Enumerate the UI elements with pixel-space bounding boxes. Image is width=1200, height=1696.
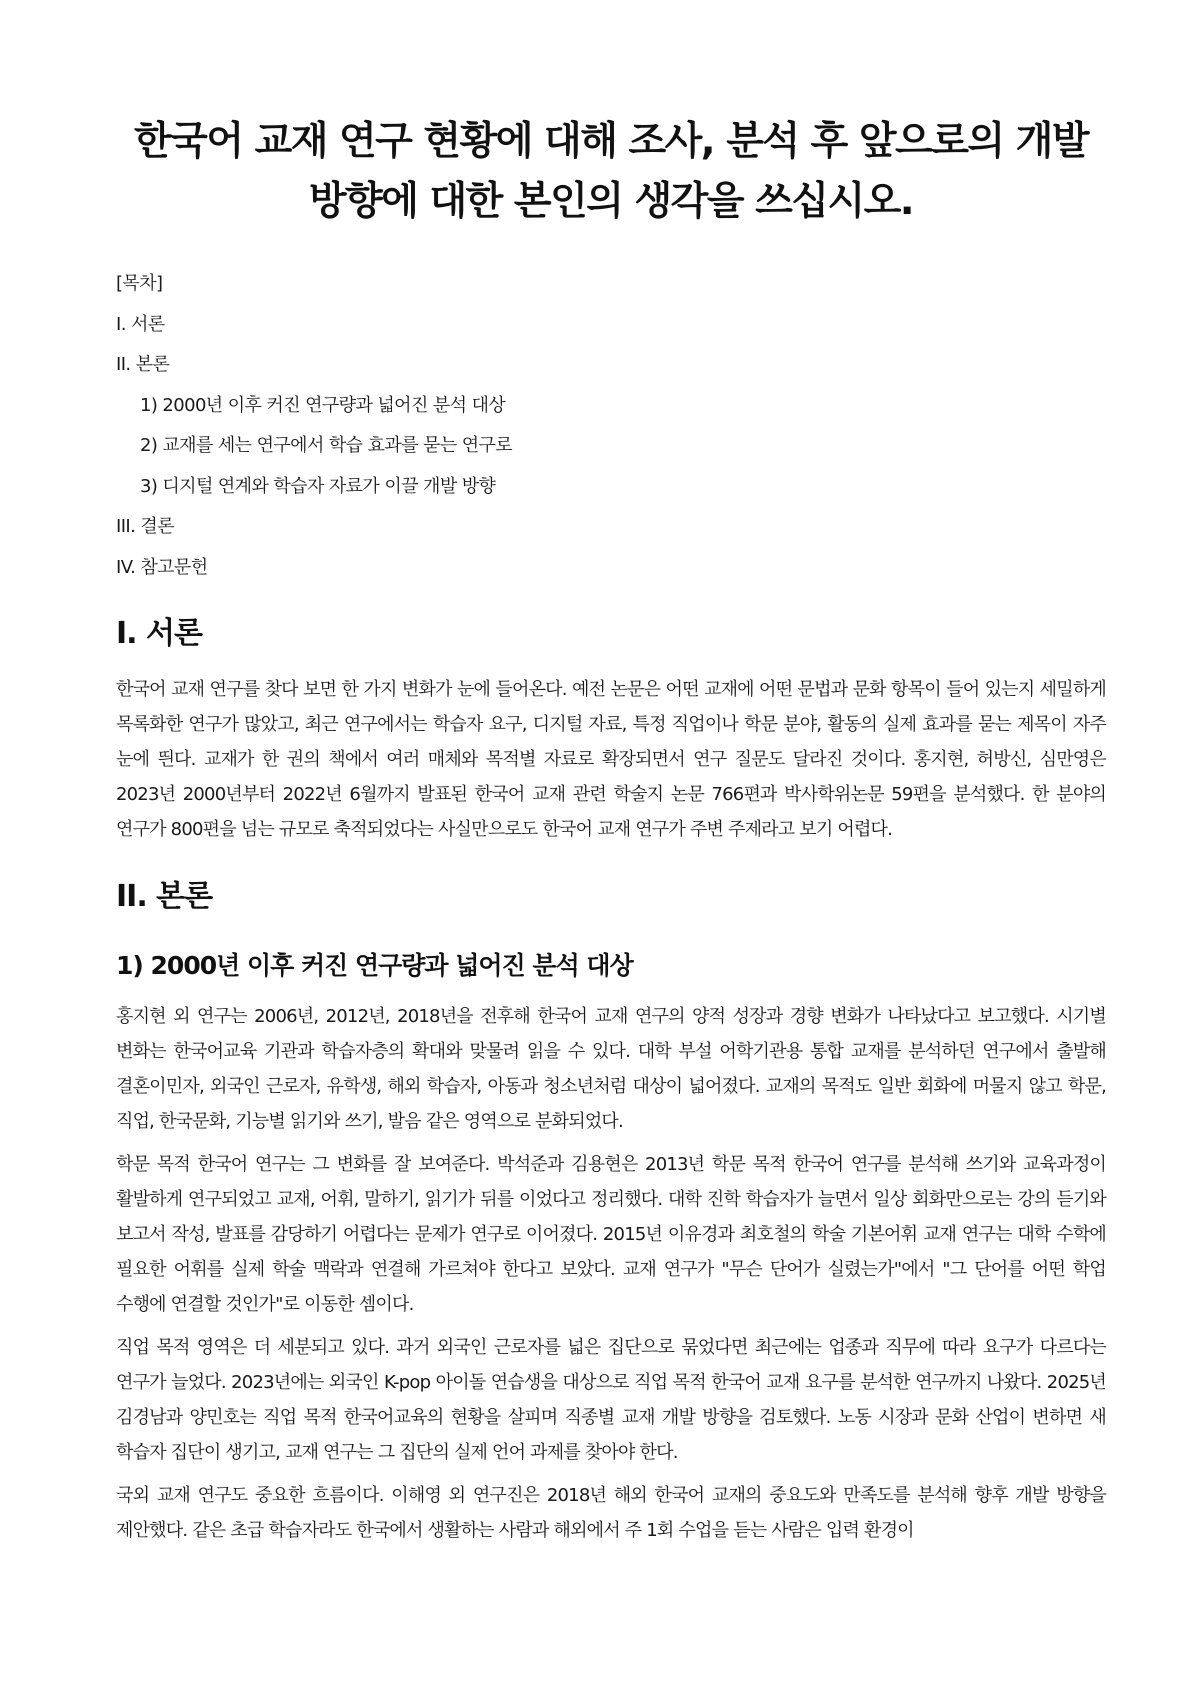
toc-item-conclusion: III. 결론 [116,516,174,537]
section-body-heading: II. 본론 [116,879,213,914]
document-title: 한국어 교재 연구 현황에 대해 조사, 분석 후 앞으로의 개발 방향에 대한 본인의 생각을 쓰십시오. [133,119,1089,224]
intro-paragraph: 한국어 교재 연구를 찾다 보면 한 가지 변화가 눈에 들어온다. 예전 논문은 어떤 교재에 어떤 문법과 문화 항목이 들어 있는지 세밀하게 목록화한 연구가 많았고, 최근 연구에서는 학습자 요구, 디지털 자료, 특정 직업이나 학문 분야, 활동의 실제 효과를 묻는 제목이 자주 눈에 띈다. 교재가 한 권의 책에서 여러 매체와 목적별 자료로 확장되면서 연구 질문도 달라진 것이다. 홍지현, 허방신, 심만영은 2023년 2000년부터 2022년 6월까지 발표된 한국어 교재 관련 학술지 논문 766편과 박사학위논문 59편을 분석했다. 한 분야의 연구가 800편을 넘는 규모로 축적되었다는 사실만으로도 한국어 교재 연구가 주변 주제라고 보기 어렵다. [116,679,1106,840]
body-paragraph-4: 국외 교재 연구도 중요한 흐름이다. 이해영 외 연구진은 2018년 해외 한국어 교재의 중요도와 만족도를 분석해 향후 개발 방향을 제안했다. 같은 초급 학습자라도 한국에서 생활하는 사람과 해외에서 주 1회 수업을 듣는 사람은 입력 환경이 [116,1485,1106,1541]
toc-subitem-3: 3) 디지털 연계와 학습자 자료가 이끌 개발 방향 [140,475,496,497]
toc-item-intro: I. 서론 [116,313,165,335]
toc-heading: [목차] [116,273,163,294]
toc-item-references: IV. 참고문헌 [116,556,208,578]
toc-subitem-2: 2) 교재를 세는 연구에서 학습 효과를 묻는 연구로 [140,435,513,456]
table-of-contents [116,264,1106,588]
body-paragraph-3: 직업 목적 영역은 더 세분되고 있다. 과거 외국인 근로자를 넓은 집단으로 묶었다면 최근에는 업종과 직무에 따라 요구가 다르다는 연구가 늘었다. 2023년에는 외국인 K-pop 아이돌 연습생을 대상으로 직업 목적 한국어 교재 요구를 분석한 연구까지 나왔다. 2025년 김경남과 양민호는 직업 목적 한국어교육의 현황을 살피며 직종별 교재 개발 방향을 검토했다. 노동 시장과 문화 산업이 변하면 새 학습자 집단이 생기고, 교재 연구는 그 집단의 실제 언어 과제를 찾아야 한다. [116,1337,1106,1463]
body-paragraph-1: 홍지현 외 연구는 2006년, 2012년, 2018년을 전후해 한국어 교재 연구의 양적 성장과 경향 변화가 나타났다고 보고했다. 시기별 변화는 한국어교육 기관과 학습자층의 확대와 맞물려 읽을 수 있다. 대학 부설 어학기관용 통합 교재를 분석하던 연구에서 출발해 결혼이민자, 외국인 근로자, 유학생, 해외 학습자, 아동과 청소년처럼 대상이 넓어졌다. 교재의 목적도 일반 회화에 머물지 않고 학문, 직업, 한국문화, 기능별 읽기와 쓰기, 발음 같은 영역으로 분화되었다. [116,1006,1106,1132]
toc-item-body: II. 본론 [116,354,170,375]
body-paragraph-2: 학문 목적 한국어 연구는 그 변화를 잘 보여준다. 박석준과 김용현은 2013년 학문 목적 한국어 연구를 분석해 쓰기와 교육과정이 활발하게 연구되었고 교재, 어휘, 말하기, 읽기가 뒤를 이었다고 정리했다. 대학 진학 학습자가 늘면서 일상 회화만으로는 강의 듣기와 보고서 작성, 발표를 감당하기 어렵다는 문제가 연구로 이어졌다. 2015년 이유경과 최호철의 학술 기본어휘 교재 연구는 대학 수학에 필요한 어휘를 실제 학술 맥락과 연결해 가르쳐야 한다고 보았다. 교재 연구가 "무슨 단어가 실렸는가"에서 "그 단어를 어떤 학업 수행에 연결할 것인가"로 이동한 셈이다. [116,1154,1106,1315]
toc-subitem-1: 1) 2000년 이후 커진 연구량과 넓어진 분석 대상 [140,394,506,416]
section-intro-heading: I. 서론 [116,616,202,651]
subsection-1-heading: 1) 2000년 이후 커진 연구량과 넓어진 분석 대상 [116,951,633,980]
